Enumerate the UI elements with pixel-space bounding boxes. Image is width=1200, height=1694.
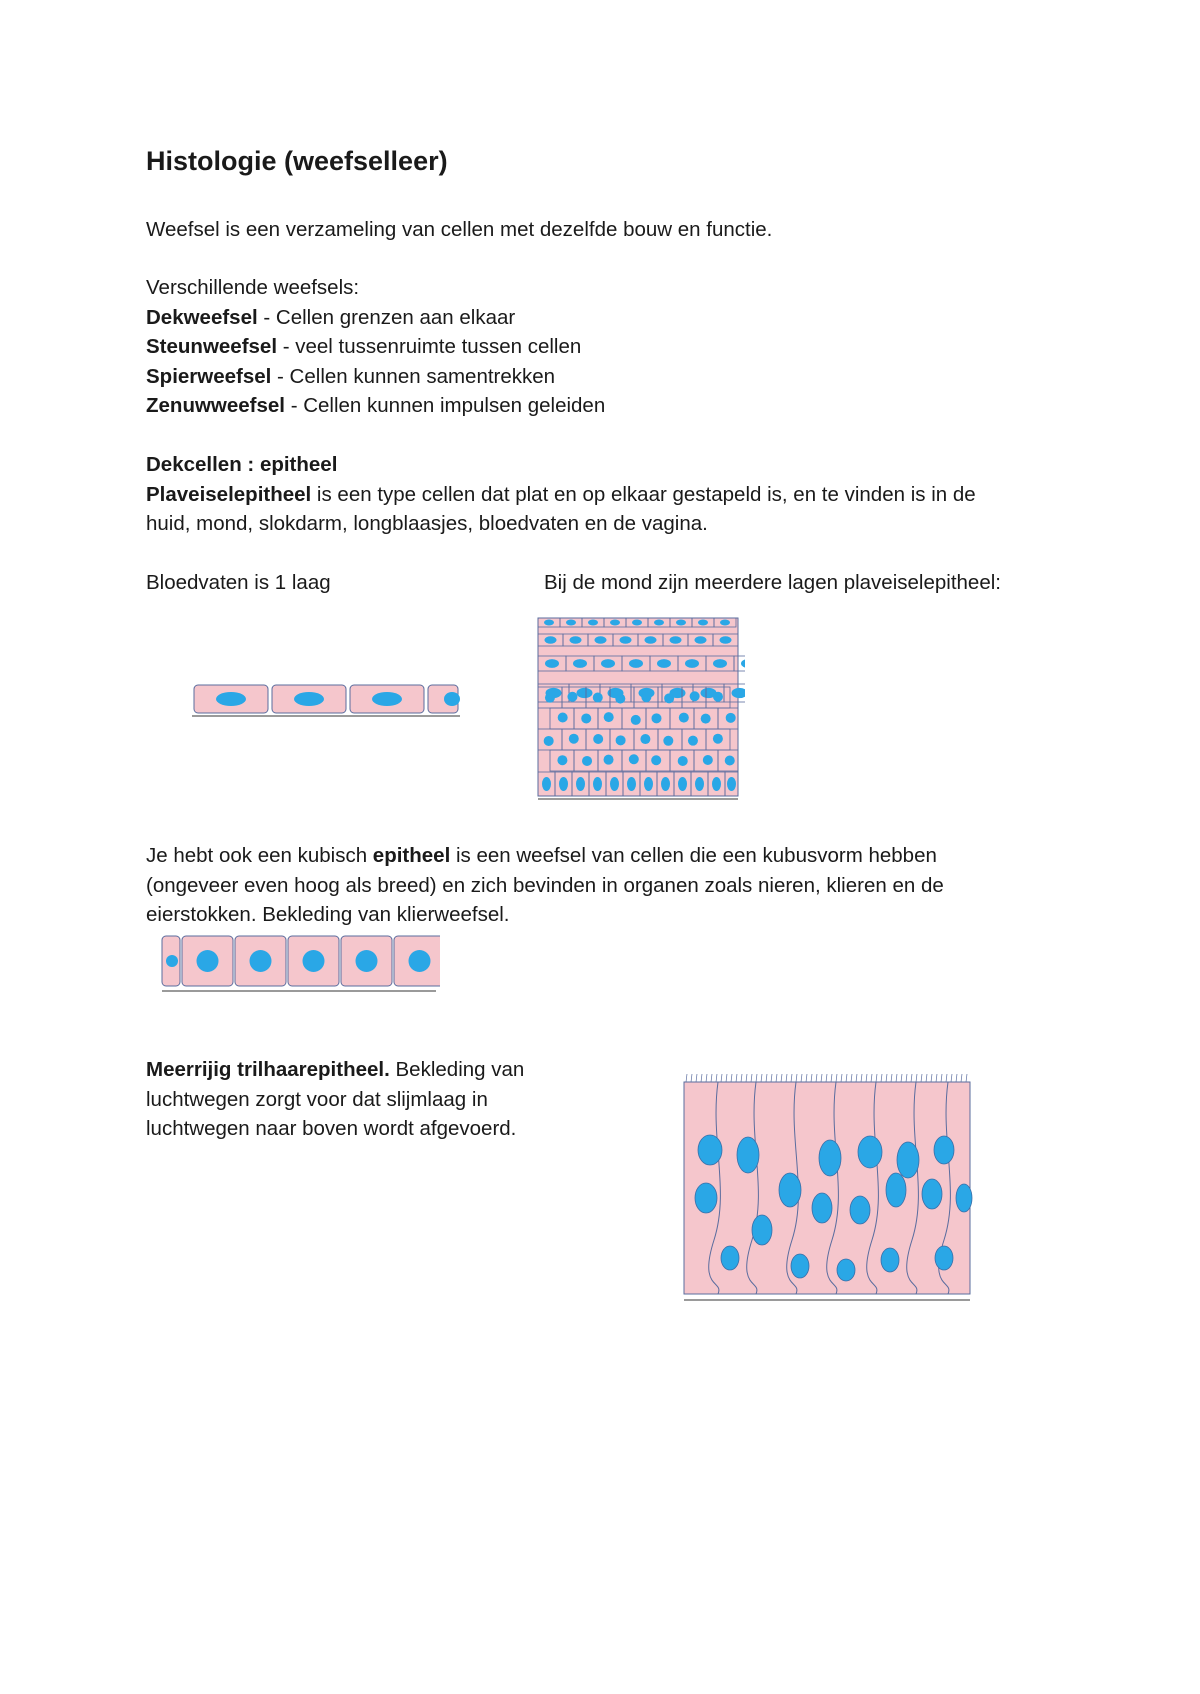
- nucleus: [791, 1254, 809, 1278]
- nucleus: [726, 713, 736, 723]
- nucleus: [657, 659, 671, 668]
- caption-right: Bij de mond zijn meerdere lagen plaveiselepitheel:: [544, 571, 1001, 594]
- cilium: [961, 1074, 962, 1082]
- nucleus: [703, 755, 713, 765]
- nucleus: [676, 620, 686, 626]
- nucleus: [727, 777, 736, 791]
- nucleus: [713, 734, 723, 744]
- cilium: [866, 1074, 867, 1082]
- nucleus: [698, 620, 708, 626]
- cilium: [851, 1074, 852, 1082]
- nucleus: [837, 1259, 855, 1281]
- cilium: [771, 1074, 772, 1082]
- page-title: Histologie (weefselleer): [146, 146, 448, 176]
- nucleus: [922, 1179, 942, 1209]
- cilium: [786, 1074, 787, 1082]
- tissue-item: Zenuwweefsel - Cellen kunnen impulsen geleiden: [146, 394, 606, 417]
- cilium: [931, 1074, 932, 1082]
- nucleus: [678, 777, 687, 791]
- nucleus: [593, 734, 603, 744]
- nucleus: [685, 659, 699, 668]
- nucleus: [610, 777, 619, 791]
- nucleus: [695, 1183, 717, 1213]
- cilium: [736, 1074, 737, 1082]
- nucleus: [690, 691, 700, 701]
- cilium: [716, 1074, 717, 1082]
- nucleus: [712, 777, 721, 791]
- nucleus: [725, 755, 735, 765]
- nucleus: [956, 1184, 972, 1212]
- nucleus: [737, 1137, 759, 1173]
- nucleus: [303, 950, 325, 972]
- nucleus: [409, 950, 431, 972]
- cilium: [711, 1074, 712, 1082]
- cilium: [776, 1074, 777, 1082]
- cilium: [791, 1074, 792, 1082]
- nucleus: [720, 620, 730, 626]
- cilium: [766, 1074, 767, 1082]
- cilium: [811, 1074, 812, 1082]
- cilium: [966, 1074, 967, 1082]
- cilium: [926, 1074, 927, 1082]
- nucleus: [544, 736, 554, 746]
- cilium: [881, 1074, 882, 1082]
- nucleus: [372, 692, 402, 706]
- nucleus: [581, 713, 591, 723]
- nucleus: [670, 636, 682, 643]
- nucleus: [651, 755, 661, 765]
- nucleus: [545, 693, 555, 703]
- nucleus: [663, 736, 673, 746]
- cilium: [726, 1074, 727, 1082]
- nucleus: [216, 692, 246, 706]
- nucleus: [545, 636, 557, 643]
- cilium: [741, 1074, 742, 1082]
- cuboidal-epithelium-diagram: [160, 932, 440, 1004]
- nucleus: [713, 692, 723, 702]
- cilium: [896, 1074, 897, 1082]
- cilium: [686, 1074, 687, 1082]
- nucleus: [545, 659, 559, 668]
- cilium: [911, 1074, 912, 1082]
- nucleus: [701, 714, 711, 724]
- nucleus: [582, 756, 592, 766]
- nucleus: [570, 636, 582, 643]
- nucleus: [752, 1215, 772, 1245]
- cilium: [801, 1074, 802, 1082]
- nucleus: [558, 712, 568, 722]
- nucleus: [593, 693, 603, 703]
- cilium: [856, 1074, 857, 1082]
- cilium: [796, 1074, 797, 1082]
- cilium: [941, 1074, 942, 1082]
- cilium: [936, 1074, 937, 1082]
- nucleus: [779, 1173, 801, 1207]
- nucleus: [593, 777, 602, 791]
- nucleus: [632, 620, 642, 626]
- cilium: [756, 1074, 757, 1082]
- squamous-paragraph-line: Plaveiselepitheel is een type cellen dat plat en op elkaar gestapeld is, en te vinden is in de: [146, 482, 976, 506]
- nucleus: [695, 636, 707, 643]
- nucleus: [661, 777, 670, 791]
- nucleus: [356, 950, 378, 972]
- ciliated-paragraph: Meerrijig trilhaarepitheel. Bekleding van luchtwegen zorgt voor dat slijmlaag in luchtwegen naar boven wordt afgevoerd.: [146, 1058, 525, 1140]
- nucleus: [721, 1246, 739, 1270]
- nucleus: [720, 636, 732, 643]
- tissue-list: [146, 273, 605, 421]
- nucleus: [444, 692, 460, 706]
- nucleus: [678, 756, 688, 766]
- cilium: [846, 1074, 847, 1082]
- cilium: [836, 1074, 837, 1082]
- cilium: [806, 1074, 807, 1082]
- nucleus: [557, 755, 567, 765]
- nucleus: [576, 777, 585, 791]
- cilium: [781, 1074, 782, 1082]
- nucleus: [645, 636, 657, 643]
- cilium: [861, 1074, 862, 1082]
- nucleus: [850, 1196, 870, 1224]
- nucleus: [569, 734, 579, 744]
- cilium: [746, 1074, 747, 1082]
- cilium: [906, 1074, 907, 1082]
- nucleus: [615, 694, 625, 704]
- nucleus: [679, 713, 689, 723]
- nucleus: [566, 620, 576, 626]
- cilium: [871, 1074, 872, 1082]
- cilium: [951, 1074, 952, 1082]
- nucleus: [197, 950, 219, 972]
- nucleus: [627, 777, 636, 791]
- nucleus: [601, 659, 615, 668]
- cilium: [921, 1074, 922, 1082]
- nucleus: [819, 1140, 841, 1176]
- pseudostratified-ciliated-epithelium-diagram: [680, 1070, 980, 1310]
- nucleus: [812, 1193, 832, 1223]
- cilium: [841, 1074, 842, 1082]
- cilium: [891, 1074, 892, 1082]
- nucleus: [629, 659, 643, 668]
- cilium: [731, 1074, 732, 1082]
- nucleus: [858, 1136, 882, 1168]
- intro-paragraph: Weefsel is een verzameling van cellen met dezelfde bouw en functie.: [146, 218, 773, 241]
- tissue-item: Spierweefsel - Cellen kunnen samentrekken: [146, 364, 556, 388]
- nucleus: [935, 1246, 953, 1270]
- nucleus: [616, 735, 626, 745]
- cilium: [721, 1074, 722, 1082]
- nucleus: [559, 777, 568, 791]
- tissues-heading: Verschillende weefsels:: [146, 276, 360, 299]
- nucleus: [741, 659, 745, 668]
- cuboidal-paragraph: Je hebt ook een kubisch epitheel is een weefsel van cellen die een kubusvorm hebben (ongeveer even hoog als breed) en zich bevinden in organen zoals nieren, klieren en de eierstokken. Bekleding van klierweefsel.: [146, 844, 944, 926]
- cilium: [761, 1074, 762, 1082]
- nucleus: [604, 755, 614, 765]
- nucleus: [644, 777, 653, 791]
- nucleus: [573, 659, 587, 668]
- nucleus: [934, 1136, 954, 1164]
- stratified-squamous-epithelium-diagram: [535, 612, 745, 802]
- cilium: [886, 1074, 887, 1082]
- cilium: [821, 1074, 822, 1082]
- nucleus: [250, 950, 272, 972]
- tissue-item: Steunweefsel - veel tussenruimte tussen cellen: [146, 335, 582, 358]
- cilium: [901, 1074, 902, 1082]
- nucleus: [567, 692, 577, 702]
- nucleus: [897, 1142, 919, 1178]
- nucleus: [604, 712, 614, 722]
- nucleus: [610, 620, 620, 626]
- squamous-paragraph-line: huid, mond, slokdarm, longblaasjes, bloedvaten en de vagina.: [146, 512, 708, 535]
- nucleus: [654, 620, 664, 626]
- simple-squamous-epithelium-diagram: [190, 595, 470, 730]
- tissue-item: Dekweefsel - Cellen grenzen aan elkaar: [146, 305, 516, 329]
- nucleus: [595, 636, 607, 643]
- epithelium-section: [146, 450, 976, 539]
- cilium: [826, 1074, 827, 1082]
- nucleus: [631, 715, 641, 725]
- cilium: [831, 1074, 832, 1082]
- nucleus: [166, 955, 178, 967]
- nucleus: [664, 693, 674, 703]
- nucleus: [651, 713, 661, 723]
- nucleus: [688, 736, 698, 746]
- nucleus: [294, 692, 324, 706]
- nucleus: [695, 777, 704, 791]
- nucleus: [640, 734, 650, 744]
- cilium: [876, 1074, 877, 1082]
- nucleus: [577, 688, 593, 698]
- cilium: [751, 1074, 752, 1082]
- nucleus: [713, 659, 727, 668]
- cilium: [816, 1074, 817, 1082]
- nucleus: [620, 636, 632, 643]
- nucleus: [588, 620, 598, 626]
- nucleus: [698, 1135, 722, 1165]
- cilium: [956, 1074, 957, 1082]
- nucleus: [544, 620, 554, 626]
- cilium: [691, 1074, 692, 1082]
- cilium: [946, 1074, 947, 1082]
- cilium: [696, 1074, 697, 1082]
- nucleus: [886, 1173, 906, 1207]
- nucleus: [542, 777, 551, 791]
- section-heading: Dekcellen : epitheel: [146, 453, 338, 476]
- caption-left: Bloedvaten is 1 laag: [146, 571, 331, 594]
- cilium: [706, 1074, 707, 1082]
- cilium: [916, 1074, 917, 1082]
- nucleus: [881, 1248, 899, 1272]
- cilium: [701, 1074, 702, 1082]
- nucleus: [629, 754, 639, 764]
- nucleus: [641, 692, 651, 702]
